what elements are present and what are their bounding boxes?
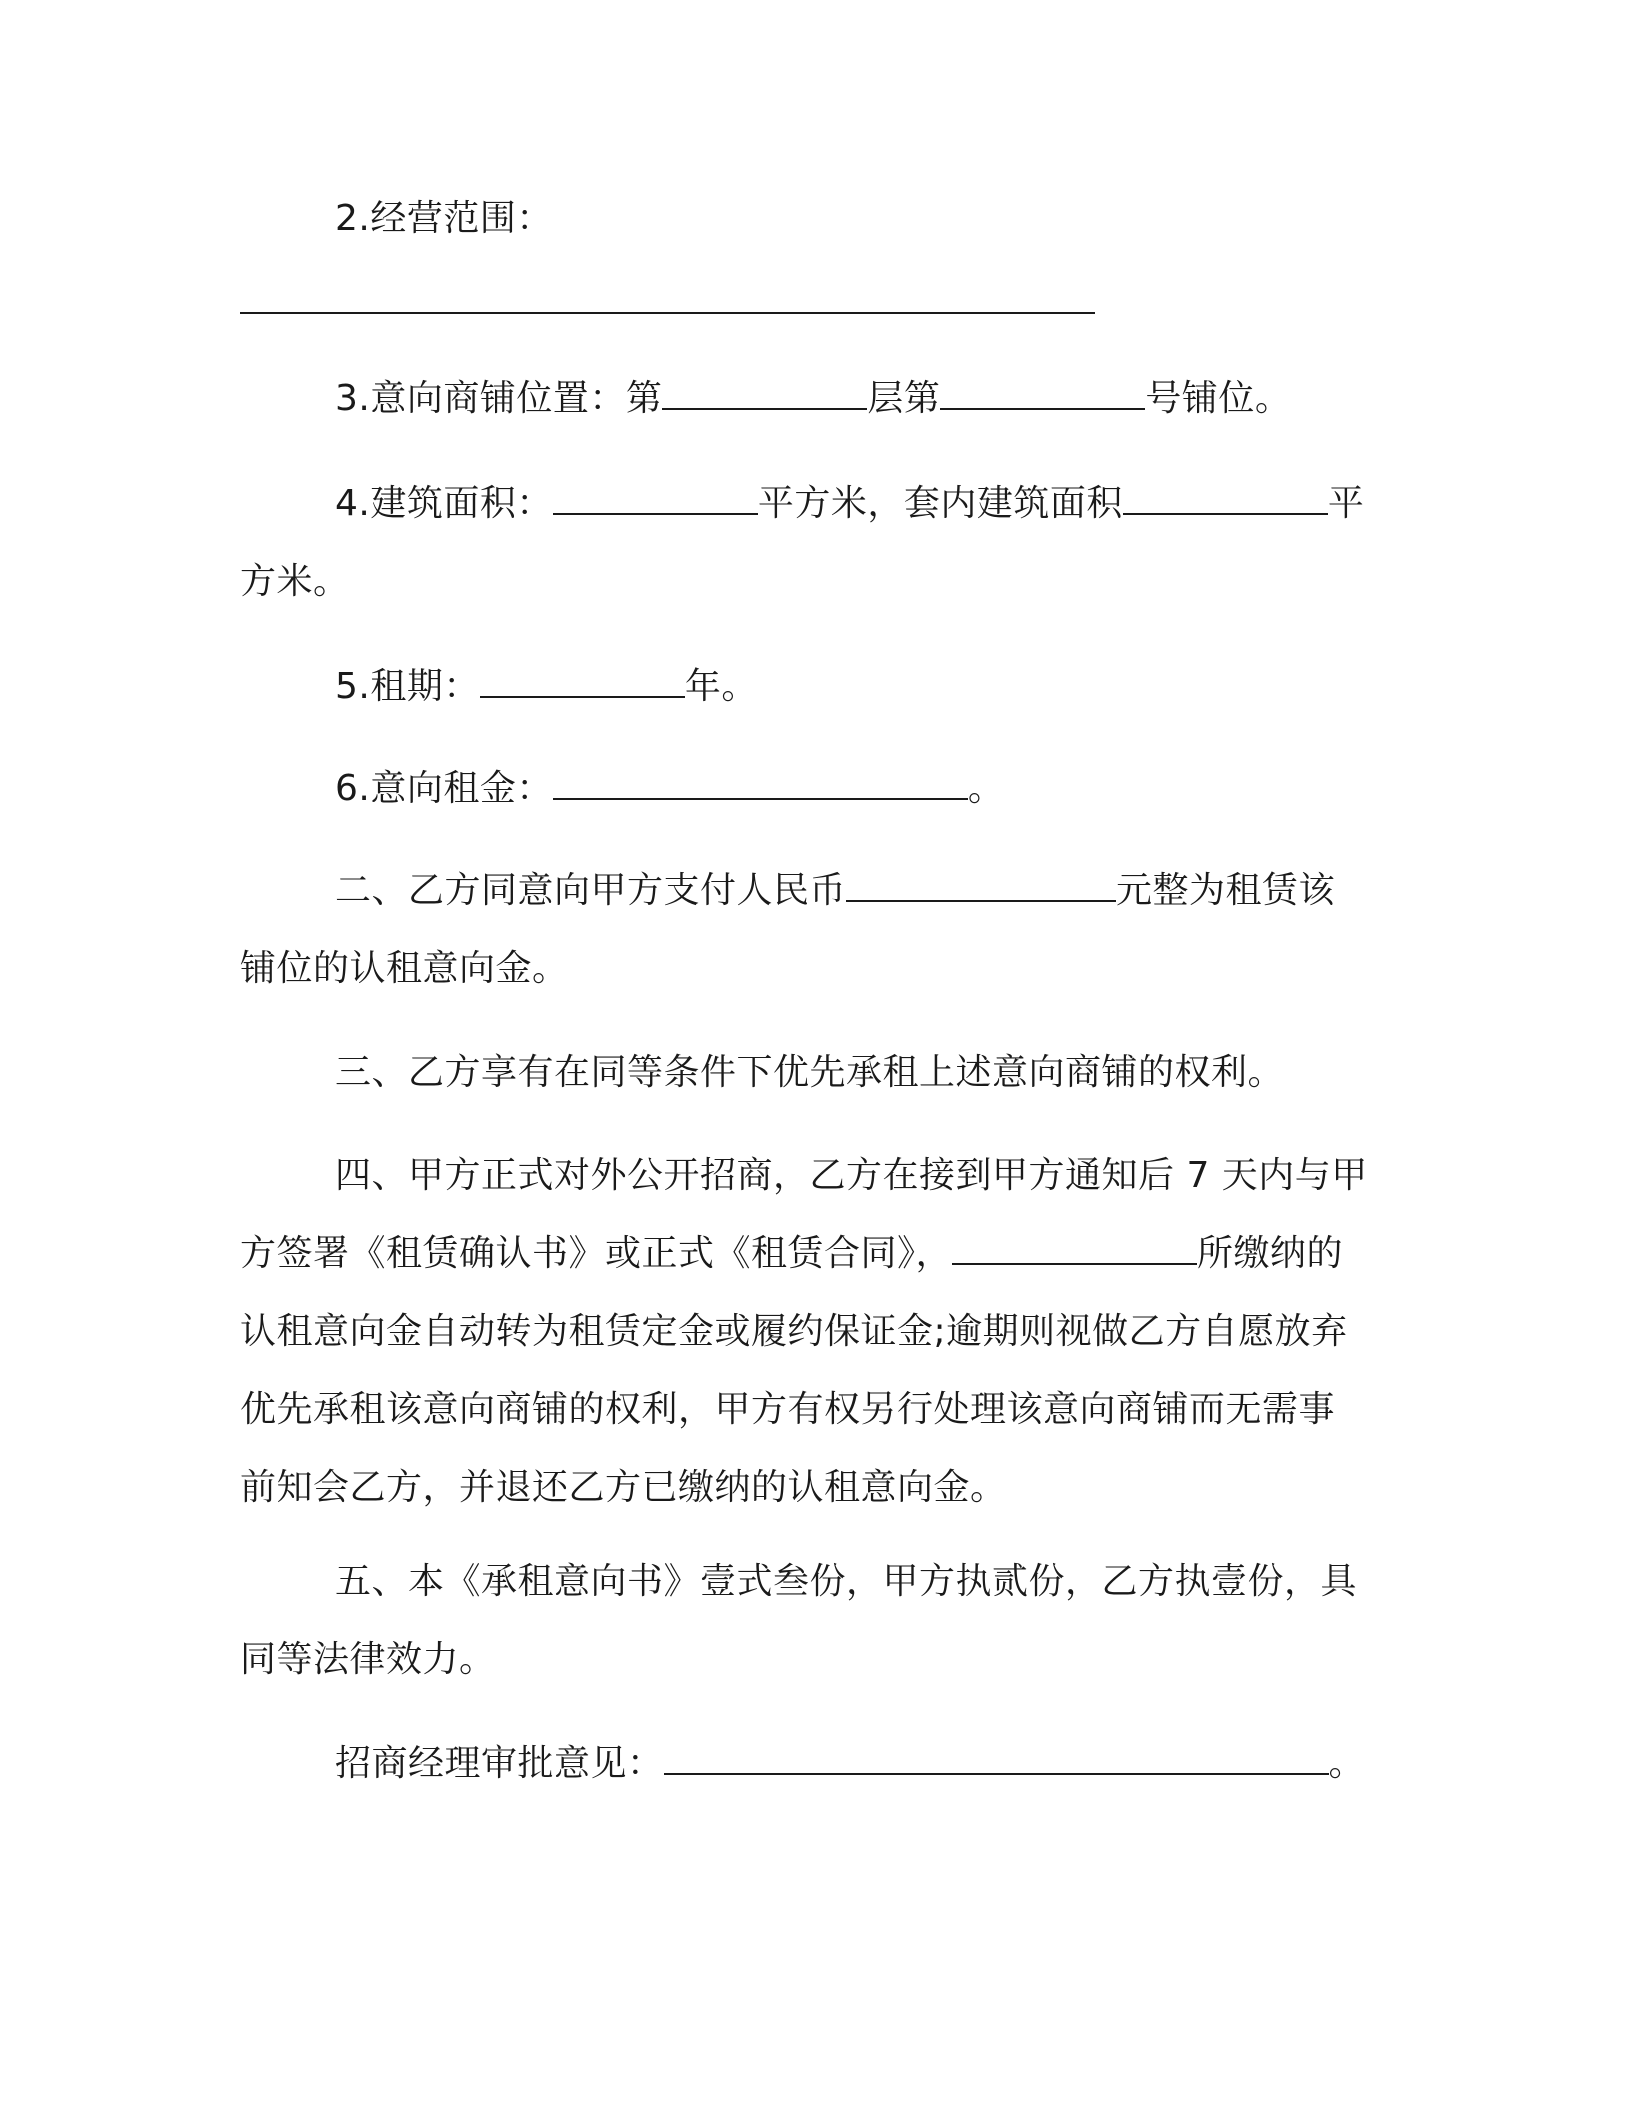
building-area-label: 4.建筑面积：: [335, 483, 553, 524]
item-lease-term: [240, 648, 1390, 726]
clause-three-text: 三、乙方享有在同等条件下优先承租上述意向商铺的权利。: [335, 1052, 1285, 1093]
shop-suffix: 号铺位。: [1145, 378, 1292, 419]
deposit-amount-blank: [846, 874, 1116, 902]
clause-two-text-a: 二、乙方同意向甲方支付人民币: [335, 870, 847, 911]
lease-term-suffix: 年。: [684, 666, 758, 707]
clause-two: [240, 852, 1390, 1008]
floor-blank: [662, 382, 867, 410]
inner-area-label: 平方米，套内建筑面积: [757, 483, 1123, 524]
manager-approval-suffix: 。: [1328, 1743, 1366, 1784]
item-shop-location: [240, 360, 1390, 438]
clause-two-text-c: 铺位的认租意向金。: [240, 948, 569, 989]
business-scope-blank: [240, 312, 1095, 314]
clause-five: [240, 1543, 1390, 1699]
lease-term-label: 5.租期：: [335, 666, 480, 707]
business-scope-label: 2.经营范围：: [335, 198, 553, 239]
lease-term-blank: [480, 670, 685, 698]
floor-suffix: 层第: [867, 378, 941, 419]
clause-four-line-4: 优先承租该意向商铺的权利，甲方有权另行处理该意向商铺而无需事: [240, 1389, 1336, 1430]
clause-four-line-1: 四、甲方正式对外公开招商，乙方在接到甲方通知后 7 天内与甲: [335, 1155, 1368, 1196]
clause-four: [240, 1137, 1390, 1527]
item-intended-rent: [240, 750, 1390, 828]
manager-approval-blank: [664, 1747, 1329, 1775]
clause-four-blank: [952, 1237, 1197, 1265]
clause-four-line-3: 认租意向金自动转为租赁定金或履约保证金;逾期则视做乙方自愿放弃: [240, 1311, 1348, 1352]
manager-approval: [240, 1725, 1390, 1803]
shop-location-label: 3.意向商铺位置：第: [335, 378, 663, 419]
area-unit-end: 方米。: [240, 561, 350, 602]
item-building-area: [240, 465, 1390, 621]
area-unit-start: 平: [1327, 483, 1365, 524]
clause-four-line-2b: 所缴纳的: [1197, 1233, 1344, 1274]
clause-two-text-b: 元整为租赁该: [1116, 870, 1336, 911]
clause-five-line-2: 同等法律效力。: [240, 1639, 496, 1680]
clause-four-line-2a: 方签署《租赁确认书》或正式《租赁合同》，: [240, 1233, 953, 1274]
inner-area-blank: [1123, 487, 1328, 515]
intended-rent-suffix: 。: [967, 768, 1005, 809]
clause-three: [240, 1034, 1390, 1112]
intended-rent-label: 6.意向租金：: [335, 768, 553, 809]
shop-number-blank: [940, 382, 1145, 410]
building-area-blank: [553, 487, 758, 515]
clause-five-line-1: 五、本《承租意向书》壹式叁份，甲方执贰份，乙方执壹份，具: [335, 1561, 1358, 1602]
manager-approval-label: 招商经理审批意见：: [335, 1743, 664, 1784]
intended-rent-blank: [553, 772, 968, 800]
item-business-scope: [240, 180, 1390, 258]
clause-four-line-5: 前知会乙方，并退还乙方已缴纳的认租意向金。: [240, 1467, 1007, 1508]
